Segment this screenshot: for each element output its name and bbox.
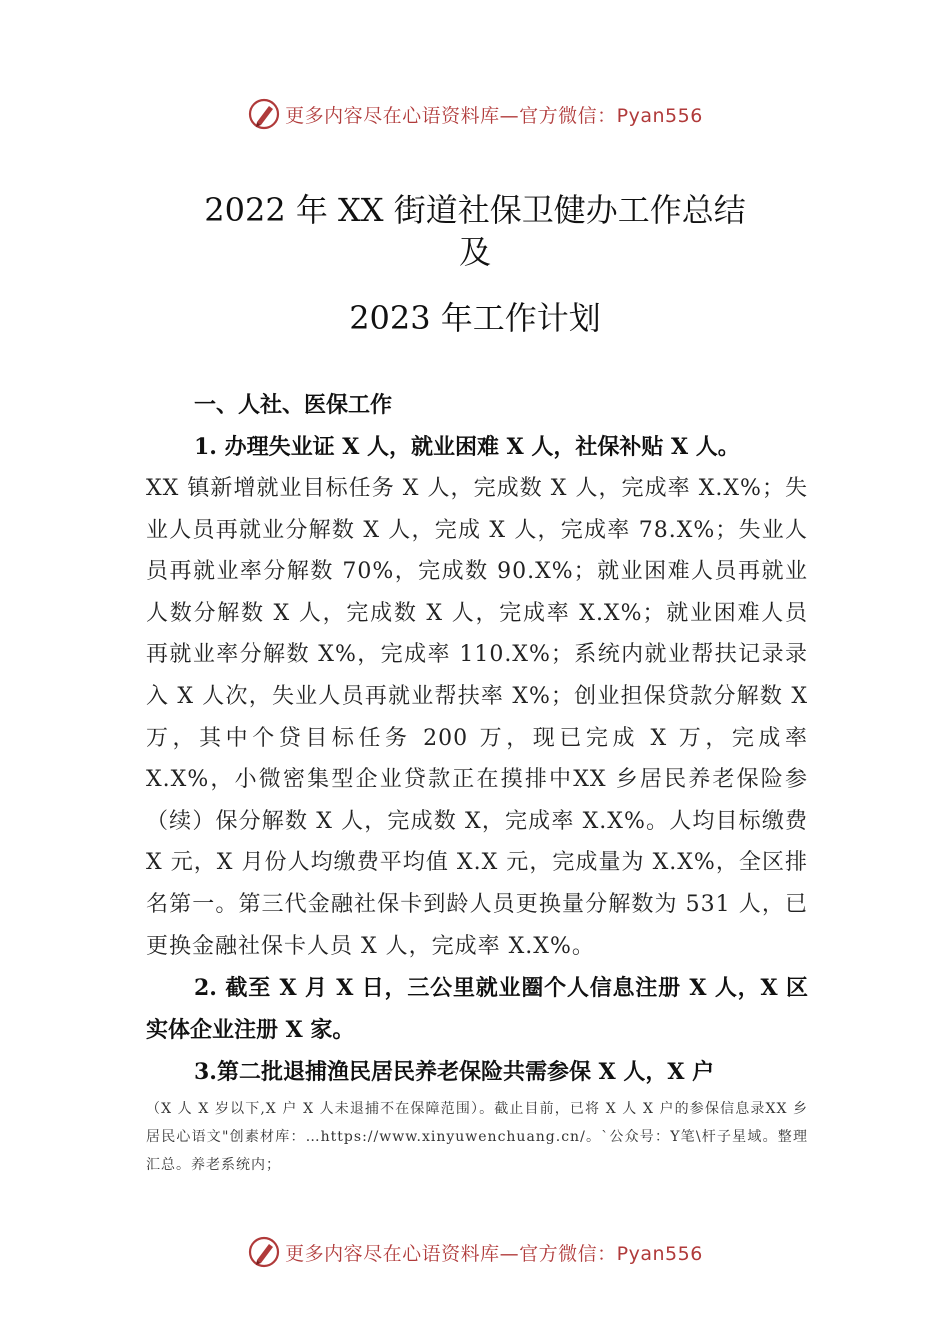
banner-text: 更多内容尽在心语资料库—官方微信：Pyan556 [285, 1242, 703, 1265]
doc-body [146, 384, 808, 1179]
footer-banner [0, 1232, 950, 1272]
item1-body: XX 镇新增就业目标任务 X 人，完成数 X 人，完成率 X.X%；失业人员再就业分解数 X 人，完成 X 人，完成率 78.X%；失业人员再就业率分解数 70%，完成数 90.X%；就业困难人员再就业人数分解数 X 人，完成数 X 人，完成率 X.X%；就业困难人员再就业率分解数 X%，完成率 110.X%；系统内就业帮扶记录录入 X 人次，失业人员再就业帮扶率 X%；创业担保贷款分解数 X 万，其中个贷目标任务 200 万，现已完成 X 万，完成率 X.X%，小微密集型企业贷款正在摸排中XX 乡居民养老保险参（续）保分解数 X 人，完成数 X，完成率 X.X%。人均目标缴费 X 元，X 月份人均缴费平均值 X.X 元，完成量为 X.X%，全区排名第一。第三代金融社保卡到龄人员更换量分解数为 531 人，已更换金融社保卡人员 X 人，完成率 X.X%。 [146, 476, 808, 959]
pen-logo-icon [247, 97, 281, 131]
doc-title-line1: 2022 年 XX 街道社保卫健办工作总结 [204, 191, 746, 229]
section-heading: 一、人社、医保工作 [194, 392, 393, 418]
banner-text: 更多内容尽在心语资料库—官方微信：Pyan556 [285, 104, 703, 127]
item3-heading: 3.第二批退捕渔民居民养老保险共需参保 X 人，X 户 [194, 1059, 715, 1086]
item3-note: （X 人 X 岁以下,X 户 X 人未退捕不在保障范围）。截止目前，已将 X 人 X 户的参保信息录XX 乡居民心语文"创素材库：…https://www.xinyuwenchuang.cn/。`公众号：Y笔\杆子星域。整理汇总。养老系统内； [146, 1101, 808, 1174]
item2-heading: 2. 截至 X 月 X 日，三公里就业圈个人信息注册 X 人，X 区实体企业注册 X 家。 [146, 975, 808, 1044]
doc-title-line3: 2023 年工作计划 [349, 299, 601, 337]
item1-heading: 1. 办理失业证 X 人，就业困难 X 人，社保补贴 X 人。 [194, 434, 740, 460]
header-banner [0, 94, 950, 134]
doc-title-line2: 及 [458, 233, 491, 271]
pen-logo-icon [247, 1235, 281, 1269]
